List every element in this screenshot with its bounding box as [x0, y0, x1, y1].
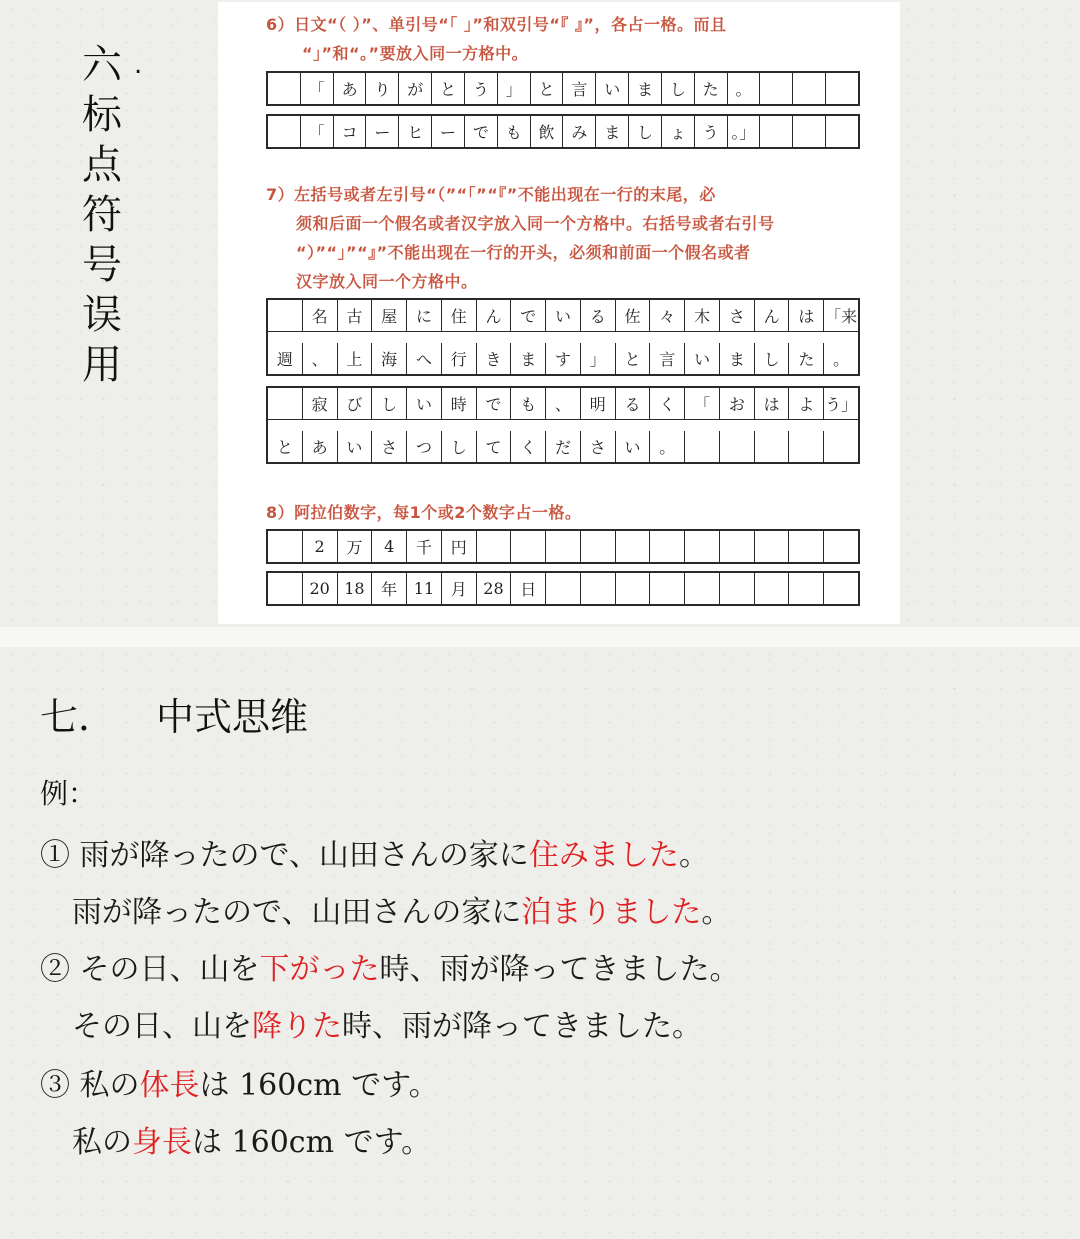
grid-cell: り	[365, 73, 398, 104]
grid-cell: い	[595, 73, 628, 104]
grid-cell: び	[337, 388, 372, 419]
grid-cell: き	[476, 343, 511, 374]
grid-cell	[823, 531, 858, 562]
example-label: 例：	[40, 777, 97, 810]
section-seven	[0, 648, 1080, 1239]
grid-cell	[754, 573, 789, 604]
grid-cell: し	[628, 116, 661, 147]
rule-line: “）”“」”“』”不能出现在一行的开头，必须和前面一个假名或者	[296, 243, 751, 262]
grid-cell	[476, 531, 511, 562]
grid-cell: 屋	[371, 300, 406, 331]
manuscript-grid	[266, 298, 860, 376]
grid-cell: 4	[371, 531, 406, 562]
rule-line: 汉字放入同一个方格中。	[296, 272, 478, 291]
grid-cell	[580, 531, 615, 562]
grid-cell: 木	[684, 300, 719, 331]
grid-cell: あ	[302, 431, 337, 462]
grid-cell: 28	[476, 573, 511, 604]
grid-cell	[649, 531, 684, 562]
rule-line: 须和后面一个假名或者汉字放入同一个方格中。右括号或者右引号	[296, 214, 775, 233]
grid-cell: み	[562, 116, 595, 147]
grid-cell: あ	[333, 73, 366, 104]
grid-cell	[823, 431, 858, 462]
example-highlight: 身長	[132, 1125, 192, 1160]
grid-row	[268, 300, 858, 331]
grid-cell: し	[441, 431, 476, 462]
grid-cell: 明	[580, 388, 615, 419]
grid-cell: く	[510, 431, 545, 462]
example-highlight: 泊まりました	[521, 895, 702, 930]
title-char: 六	[82, 42, 122, 88]
grid-cell: 住	[441, 300, 476, 331]
grid-cell	[615, 531, 650, 562]
grid-cell: さ	[580, 431, 615, 462]
grid-cell: い	[545, 300, 580, 331]
grid-cell: と	[615, 343, 650, 374]
grid-cell	[788, 531, 823, 562]
grid-cell: さ	[371, 431, 406, 462]
grid-cell: と	[530, 73, 563, 104]
example-text: 。	[701, 895, 732, 930]
example-text: は 160cm です。	[192, 1125, 432, 1160]
grid-cell: お	[719, 388, 754, 419]
grid-cell: て	[476, 431, 511, 462]
grid-cell: は	[788, 300, 823, 331]
grid-cell: し	[371, 388, 406, 419]
grid-cell: と	[276, 438, 293, 457]
rule-8-text	[266, 498, 876, 527]
grid-cell: ま	[628, 73, 661, 104]
grid-cell: 円	[441, 531, 476, 562]
grid-cell: ん	[754, 300, 789, 331]
section-divider	[0, 627, 1080, 647]
example-highlight: 降りた	[252, 1009, 342, 1044]
rule-line: 8）阿拉伯数字，每1个或2个数字占一格。	[266, 503, 582, 522]
grid-cell: コ	[333, 116, 366, 147]
grid-cell: だ	[545, 431, 580, 462]
grid-cell	[268, 300, 302, 331]
grid-cell: 。	[823, 343, 858, 374]
grid-row	[268, 388, 858, 419]
grid-cell: す	[545, 343, 580, 374]
grid-cell	[545, 531, 580, 562]
grid-cell: も	[510, 388, 545, 419]
example-highlight: 下がった	[259, 952, 380, 987]
grid-cell: へ	[406, 343, 441, 374]
title-char: 标	[82, 92, 122, 138]
grid-cell: 月	[441, 573, 476, 604]
grid-cell: ー	[431, 116, 464, 147]
grid-cell: 言	[649, 343, 684, 374]
grid-cell: う	[694, 116, 727, 147]
grid-cell: 週	[276, 350, 293, 369]
grid-cell: 名	[302, 300, 337, 331]
grid-cell	[759, 116, 792, 147]
grid-row	[268, 573, 858, 604]
grid-row	[268, 116, 858, 147]
grid-cell: 言	[562, 73, 595, 104]
grid-cell: 海	[371, 343, 406, 374]
example-correct-1	[72, 887, 731, 931]
example-wrong-1	[40, 830, 709, 874]
grid-cell	[825, 73, 858, 104]
grid-row	[268, 343, 858, 374]
grid-row	[268, 531, 858, 562]
title-char: 误	[82, 292, 122, 338]
grid-cell: い	[615, 431, 650, 462]
rule-6-text	[266, 10, 876, 68]
manuscript-grid	[266, 571, 860, 606]
grid-cell	[268, 388, 302, 419]
grid-cell: 。」	[727, 116, 760, 147]
grid-cell: で	[476, 388, 511, 419]
grid-cell: ま	[595, 116, 628, 147]
grid-cell	[792, 73, 825, 104]
grid-cell: い	[406, 388, 441, 419]
grid-cell: 々	[649, 300, 684, 331]
title-char: 符	[82, 192, 122, 238]
example-text: 。	[678, 838, 709, 873]
example-text: 雨が降ったので、山田さんの家に	[72, 895, 522, 930]
grid-cell	[684, 431, 719, 462]
example-correct-3	[72, 1117, 431, 1161]
manuscript-grid	[266, 386, 860, 464]
grid-cell	[825, 116, 858, 147]
grid-cell: ん	[476, 300, 511, 331]
example-text: 私の	[72, 1125, 132, 1160]
grid-cell: い	[337, 431, 372, 462]
grid-cell: 、	[302, 343, 337, 374]
scanned-document-page	[218, 2, 900, 624]
title-char: .	[134, 50, 143, 80]
grid-cell: は	[754, 388, 789, 419]
grid-cell	[268, 531, 302, 562]
grid-cell: 時	[441, 388, 476, 419]
grid-cell	[684, 573, 719, 604]
grid-cell	[719, 531, 754, 562]
grid-cell: 年	[371, 573, 406, 604]
grid-cell: ヒ	[398, 116, 431, 147]
grid-cell: 千	[406, 531, 441, 562]
rule-line: 7）左括号或者左引号“（”“「”“『”不能出现在一行的末尾，必	[266, 185, 716, 204]
manuscript-grid	[266, 71, 860, 106]
rule-line: 6）日文“（ ）”、单引号“「 」”和双引号“『 』”，各占一格。而且	[266, 15, 727, 34]
grid-cell: つ	[406, 431, 441, 462]
grid-cell: 20	[302, 573, 337, 604]
grid-cell: る	[615, 388, 650, 419]
title-char: 用	[82, 342, 122, 388]
grid-cell: 日	[510, 573, 545, 604]
grid-cell: ま	[719, 343, 754, 374]
grid-cell: 」	[580, 343, 615, 374]
grid-cell	[754, 531, 789, 562]
grid-cell: し	[661, 73, 694, 104]
example-text: ① 雨が降ったので、山田さんの家に	[40, 838, 529, 873]
grid-cell: で	[464, 116, 497, 147]
grid-cell: ま	[510, 343, 545, 374]
manuscript-grid	[266, 529, 860, 564]
grid-cell: る	[580, 300, 615, 331]
grid-cell: 、	[545, 388, 580, 419]
example-text: ③ 私の	[40, 1068, 140, 1103]
example-correct-2	[72, 1001, 702, 1045]
grid-cell	[268, 573, 302, 604]
grid-cell	[510, 531, 545, 562]
grid-cell: 。	[727, 73, 760, 104]
grid-cell: た	[694, 73, 727, 104]
section-heading: 中式思维	[156, 695, 309, 739]
section-number: 七．	[40, 695, 117, 739]
grid-cell: さ	[719, 300, 754, 331]
example-wrong-2	[40, 944, 740, 988]
grid-cell: 11	[406, 573, 441, 604]
grid-cell: く	[649, 388, 684, 419]
rule-line: “」”和“。”要放入同一方格中。	[302, 44, 529, 63]
grid-cell	[788, 573, 823, 604]
grid-cell: 行	[441, 343, 476, 374]
grid-cell	[759, 73, 792, 104]
grid-cell: 寂	[302, 388, 337, 419]
grid-cell: 。	[649, 431, 684, 462]
grid-cell	[268, 116, 300, 147]
example-text: は 160cm です。	[199, 1068, 439, 1103]
example-text: ② その日、山を	[40, 952, 260, 987]
grid-cell	[754, 431, 789, 462]
example-text: その日、山を	[72, 1009, 252, 1044]
grid-cell	[580, 573, 615, 604]
grid-row-gap	[268, 419, 858, 431]
grid-cell	[615, 573, 650, 604]
grid-cell	[788, 431, 823, 462]
grid-cell: ょ	[661, 116, 694, 147]
grid-cell: ー	[365, 116, 398, 147]
grid-cell	[649, 573, 684, 604]
grid-cell	[792, 116, 825, 147]
grid-cell: が	[398, 73, 431, 104]
grid-cell: よ	[788, 388, 823, 419]
example-wrong-3	[40, 1060, 439, 1104]
title-char: 点	[82, 142, 122, 188]
section-six-vertical-title	[82, 40, 142, 390]
rule-7-text	[266, 180, 876, 296]
manuscript-grid	[266, 114, 860, 149]
grid-cell: と	[431, 73, 464, 104]
grid-cell	[719, 573, 754, 604]
grid-row-gap	[268, 331, 858, 343]
grid-cell: 「来	[823, 300, 858, 331]
grid-cell: た	[788, 343, 823, 374]
grid-cell	[823, 573, 858, 604]
grid-cell: 上	[337, 343, 372, 374]
grid-cell: 2	[302, 531, 337, 562]
grid-cell: も	[497, 116, 530, 147]
grid-cell	[684, 531, 719, 562]
grid-cell: 18	[337, 573, 372, 604]
grid-cell: 古	[337, 300, 372, 331]
example-text: 時、雨が降ってきました。	[379, 952, 740, 987]
grid-cell: 万	[337, 531, 372, 562]
grid-cell: し	[754, 343, 789, 374]
example-highlight: 体長	[139, 1068, 200, 1103]
grid-cell: で	[510, 300, 545, 331]
grid-cell: 」	[497, 73, 530, 104]
grid-cell: い	[684, 343, 719, 374]
grid-cell: 「	[300, 116, 333, 147]
example-highlight: 住みました	[528, 838, 679, 873]
grid-row	[268, 73, 858, 104]
grid-cell: に	[406, 300, 441, 331]
grid-cell: 「	[684, 388, 719, 419]
grid-cell: 「	[300, 73, 333, 104]
title-char: 号	[82, 242, 122, 288]
grid-cell	[268, 73, 300, 104]
grid-row	[268, 431, 858, 462]
example-text: 時、雨が降ってきました。	[342, 1009, 702, 1044]
grid-cell: う」	[823, 388, 858, 419]
grid-cell	[545, 573, 580, 604]
grid-cell	[719, 431, 754, 462]
section-seven-title	[40, 686, 308, 741]
grid-cell: 飲	[530, 116, 563, 147]
grid-cell: 佐	[615, 300, 650, 331]
grid-cell: う	[464, 73, 497, 104]
